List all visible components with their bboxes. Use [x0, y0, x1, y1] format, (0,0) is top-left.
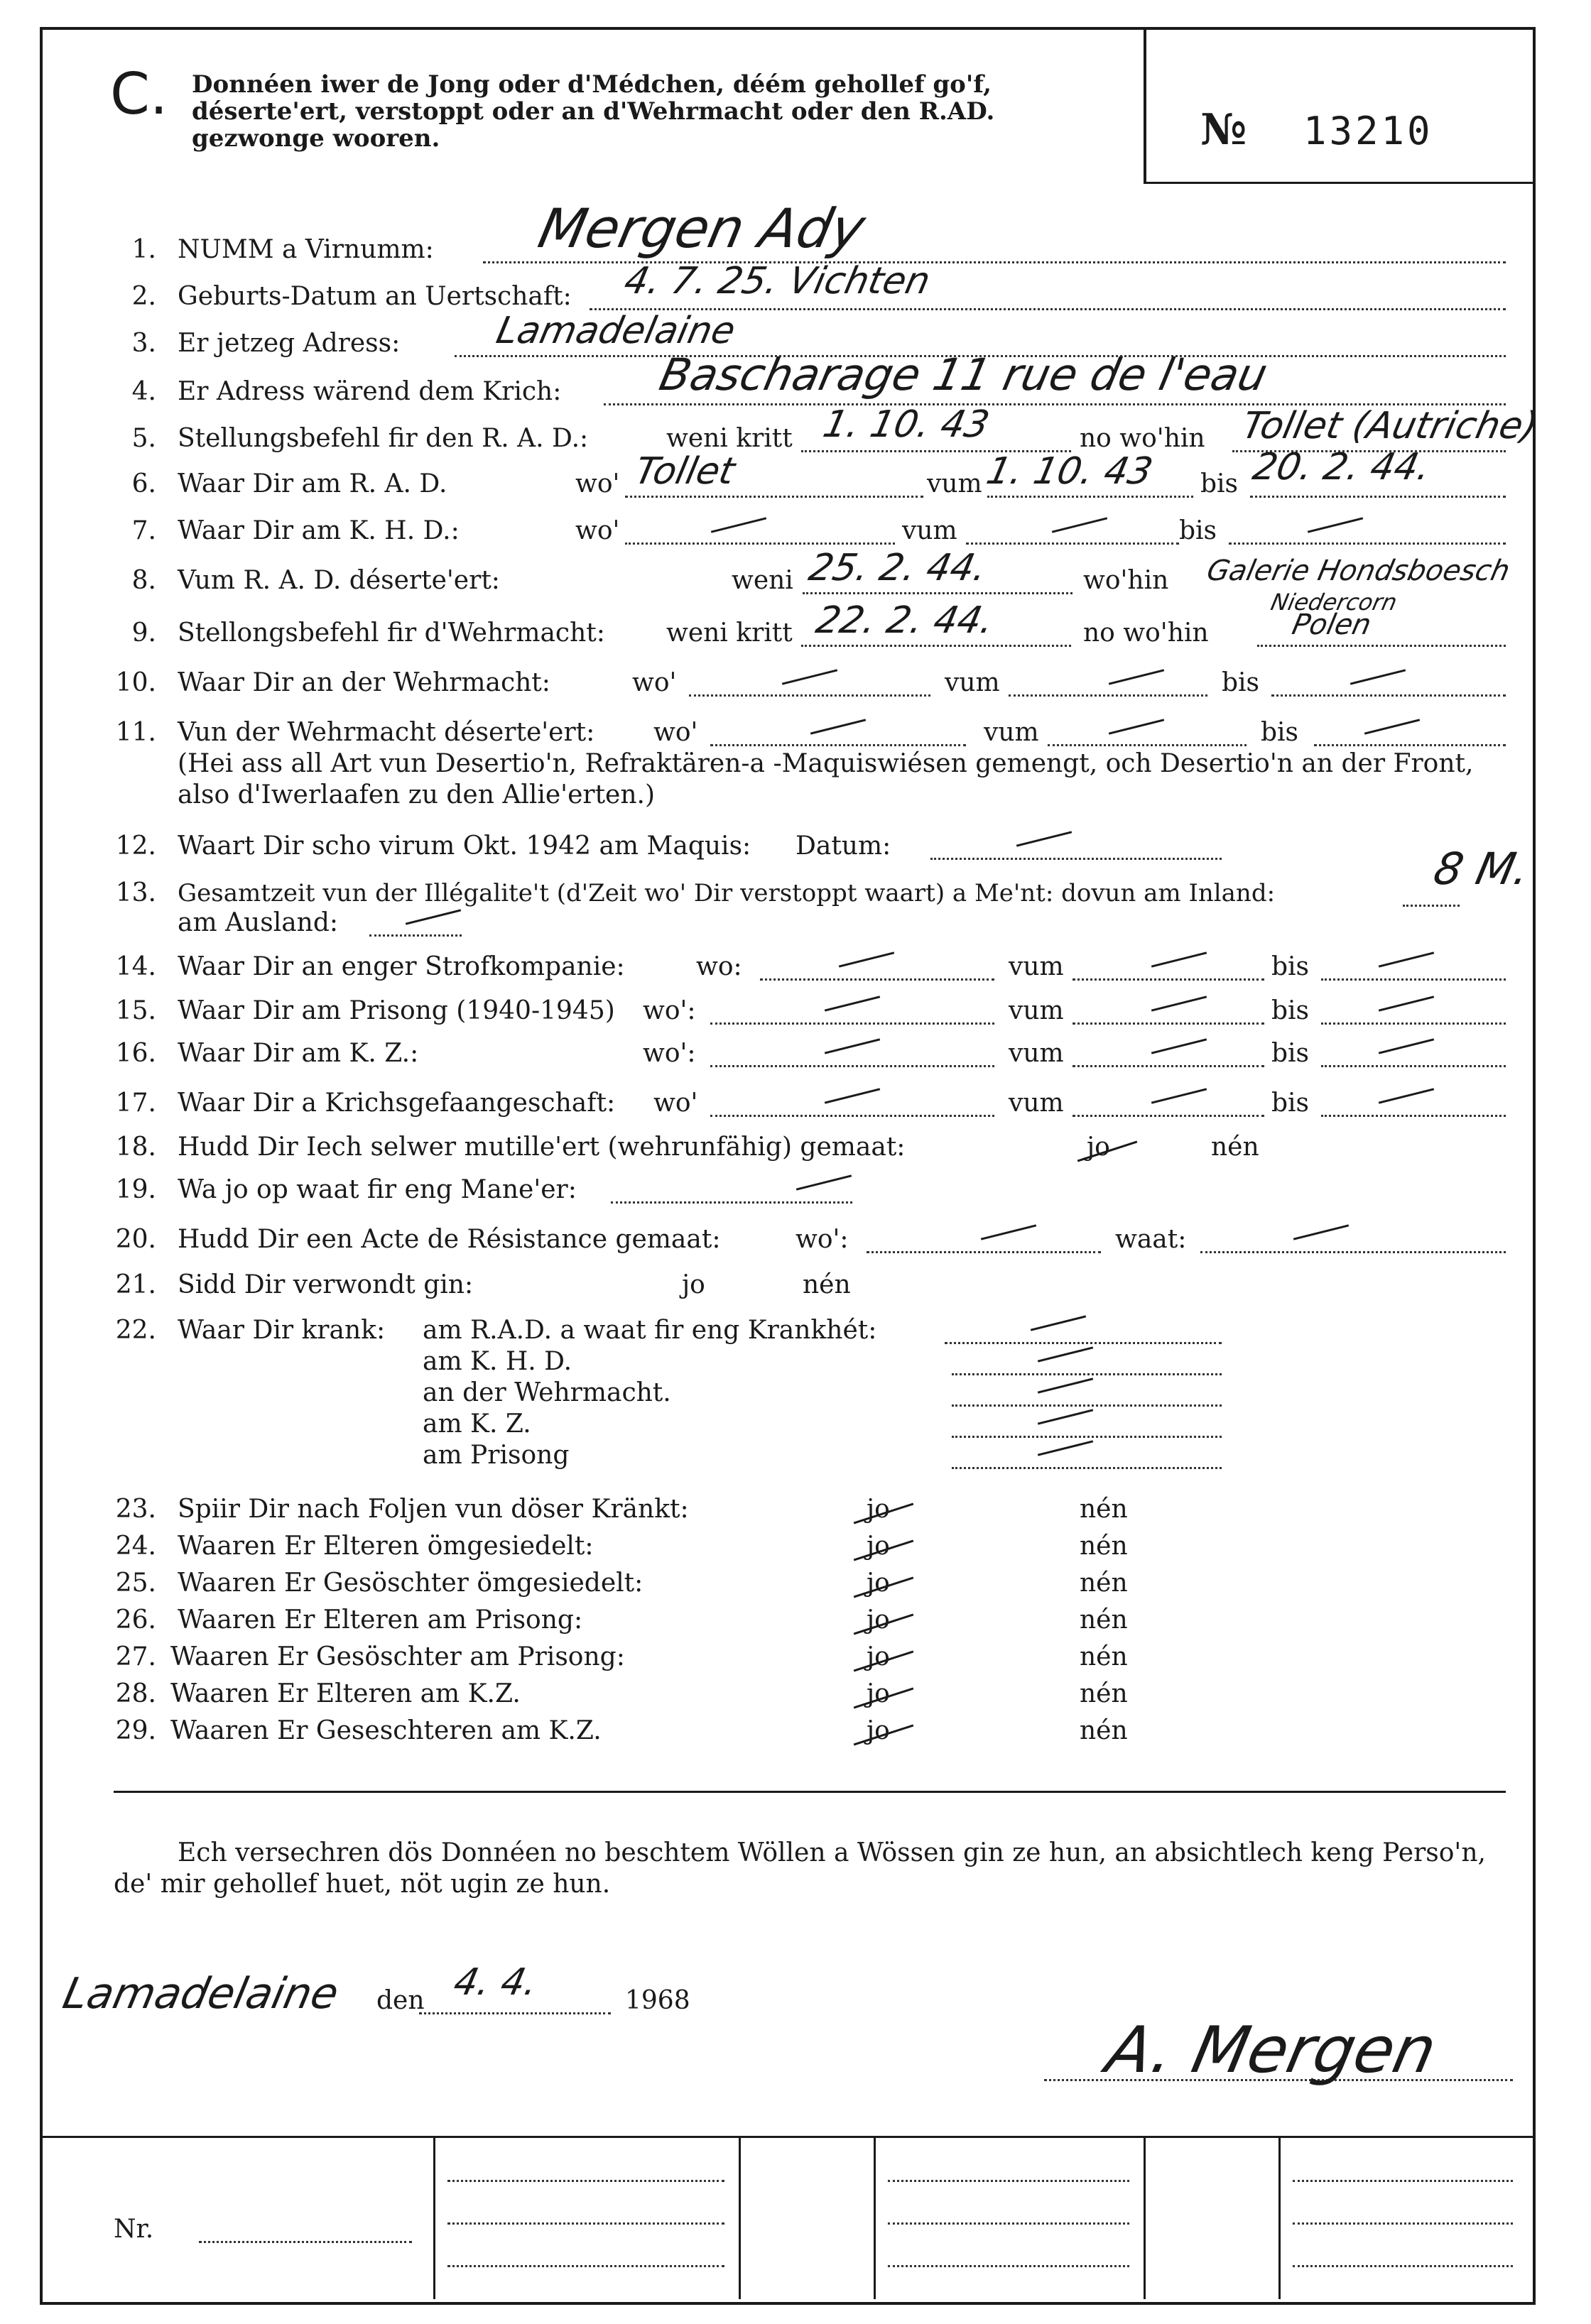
field-line: [952, 1404, 1222, 1407]
field-line: [710, 744, 966, 746]
field-line: [945, 1342, 1222, 1344]
label-wo: wo:: [696, 952, 742, 981]
label-vum: vum: [1009, 1039, 1064, 1068]
row-number: 11.: [115, 718, 156, 747]
number-sign: №: [1200, 105, 1247, 155]
option-jo: jo: [682, 1270, 705, 1299]
label-weni-kritt: weni kritt: [666, 618, 793, 648]
label-wehr-desert: Vun der Wehrmacht déserte'ert:: [178, 718, 595, 747]
label-vum: vum: [984, 718, 1039, 747]
label-gesoschter-prisong: Waaren Er Gesöschter am Prisong:: [170, 1642, 625, 1671]
value-rad-to: 20. 2. 44.: [1249, 446, 1435, 489]
footer-field-line: [888, 2180, 1129, 2182]
footer-col-divider: [874, 2136, 876, 2299]
nr-field-line: [199, 2241, 412, 2243]
field-line: [1009, 694, 1207, 697]
field-line: [1073, 1065, 1264, 1067]
label-wo: wo': [575, 469, 620, 498]
label-krank-khd: am K. H. D.: [423, 1347, 572, 1376]
label-rad-order: Stellungsbefehl fir den R. A. D.:: [178, 424, 589, 453]
option-nen: nén: [1080, 1716, 1128, 1745]
row-number: 16.: [115, 1039, 156, 1068]
row-number: 29.: [115, 1716, 156, 1745]
label-elteren-omgesiedelt: Waaren Er Elteren ömgesiedelt:: [178, 1532, 594, 1561]
value-name: Mergen Ady: [533, 197, 871, 260]
field-line: [1321, 1065, 1506, 1067]
value-desert-where: Galerie Hondsboesch: [1204, 555, 1513, 587]
row-number: 17.: [115, 1089, 156, 1118]
label-vum: vum: [1009, 996, 1064, 1025]
field-line: [1321, 1115, 1506, 1117]
field-line-date: [419, 2012, 611, 2014]
field-line: [1200, 1251, 1506, 1253]
label-no-wohin: no wo'hin: [1083, 618, 1209, 648]
row-number: 23.: [115, 1495, 156, 1524]
value-rad-from: 1. 10. 43: [982, 450, 1156, 493]
label-name: NUMM a Virnumm:: [178, 235, 434, 264]
field-line: [1073, 1115, 1264, 1117]
row-number: 28.: [115, 1679, 156, 1708]
field-line-desert-date: [803, 592, 1073, 594]
row-number: 3.: [131, 329, 156, 358]
value-date: 4. 4.: [450, 1961, 542, 2004]
label-wo: wo':: [643, 996, 696, 1025]
row-number: 4.: [131, 377, 156, 406]
field-line: [1271, 694, 1506, 697]
signature: A. Mergen: [1099, 2013, 1443, 2088]
label-krank-prisong: am Prisong: [423, 1441, 570, 1470]
label-mutille: Hudd Dir Iech selwer mutille'ert (wehrunfähig) gemaat:: [178, 1133, 906, 1162]
value-desert-date: 25. 2. 44.: [805, 547, 991, 589]
label-wo: wo':: [643, 1039, 696, 1068]
label-wo: wo': [653, 1089, 698, 1118]
field-line-rad-to: [1250, 496, 1506, 498]
option-jo: jo: [1087, 1133, 1110, 1162]
form-header-title: Donnéen iwer de Jong oder d'Médchen, déém gehollef go'f, déserte'ert, verstoppt oder an d'Wehrmacht oder den R.AD. gezwonge wooren.: [192, 70, 995, 153]
option-jo: jo: [867, 1716, 890, 1745]
footer-col-divider: [1144, 2136, 1146, 2299]
section-divider: [114, 1791, 1506, 1793]
row-number: 18.: [115, 1133, 156, 1162]
label-bis: bis: [1271, 1039, 1310, 1068]
label-rad-desert: Vum R. A. D. déserte'ert:: [178, 566, 500, 595]
option-jo: jo: [867, 1569, 890, 1598]
row-number: 1.: [131, 235, 156, 264]
value-rad-order-date: 1. 10. 43: [819, 403, 993, 446]
label-bis: bis: [1179, 516, 1217, 545]
footer-field-line: [447, 2265, 724, 2267]
option-jo: jo: [867, 1605, 890, 1635]
label-datum: Datum:: [796, 831, 891, 861]
field-line: [710, 1115, 994, 1117]
footer-field-line: [447, 2222, 724, 2225]
option-nen: nén: [803, 1270, 851, 1299]
value-address: Lamadelaine: [492, 310, 739, 352]
option-nen: nén: [1080, 1569, 1128, 1598]
field-line-wehr-order-place: [1257, 645, 1506, 647]
field-line: [1073, 978, 1264, 981]
option-jo: jo: [867, 1679, 890, 1708]
label-den: den: [376, 1986, 425, 2015]
field-line: [1229, 542, 1506, 545]
label-gesoschter-omgesiedelt: Waaren Er Gesöschter ömgesiedelt:: [178, 1569, 644, 1598]
option-nen: nén: [1211, 1133, 1259, 1162]
label-krank-wehrmacht: an der Wehrmacht.: [423, 1378, 671, 1407]
label-bis: bis: [1261, 718, 1299, 747]
label-bis: bis: [1271, 952, 1310, 981]
label-wehr-order: Stellongsbefehl fir d'Wehrmacht:: [178, 618, 605, 648]
option-nen: nén: [1080, 1605, 1128, 1635]
field-line-rad-where: [625, 496, 923, 498]
row-number: 25.: [115, 1569, 156, 1598]
footer-field-line: [447, 2180, 724, 2182]
footer-field-line: [1293, 2222, 1513, 2225]
value-rad-order-place: Tollet (Autriche): [1238, 405, 1542, 447]
row-number: 2.: [131, 282, 156, 311]
label-maquis: Waart Dir scho virum Okt. 1942 am Maquis:: [178, 831, 751, 861]
field-line: [1073, 1022, 1264, 1025]
label-ausland: am Ausland:: [178, 908, 339, 937]
field-line: [611, 1201, 852, 1204]
field-line: [760, 978, 994, 981]
field-line: [625, 542, 895, 545]
row-number: 24.: [115, 1532, 156, 1561]
field-line: [710, 1065, 994, 1067]
row-number: 15.: [115, 996, 156, 1025]
label-wo: wo': [575, 516, 620, 545]
field-line: [689, 694, 930, 697]
row-number: 21.: [115, 1270, 156, 1299]
field-line-rad-from: [987, 496, 1193, 498]
label-krank: Waar Dir krank:: [178, 1316, 386, 1345]
footer-field-line: [888, 2265, 1129, 2267]
label-vum: vum: [1009, 952, 1064, 981]
value-place: Lamadelaine: [58, 1969, 343, 2019]
field-line: [1314, 744, 1506, 746]
label-bis: bis: [1200, 469, 1239, 498]
field-line: [952, 1373, 1222, 1375]
label-prisong: Waar Dir am Prisong (1940-1945): [178, 996, 615, 1025]
label-vum: vum: [945, 668, 1000, 697]
footer-col-divider: [1278, 2136, 1281, 2299]
form-letter: C.: [110, 61, 168, 127]
nr-label: Nr.: [114, 2215, 154, 2244]
label-wehrmacht: Waar Dir an der Wehrmacht:: [178, 668, 550, 697]
field-line: [952, 1436, 1222, 1438]
label-vum: vum: [927, 469, 982, 498]
label-wo: wo':: [796, 1225, 849, 1254]
row-number: 5.: [131, 424, 156, 453]
value-wehr-order-date: 22. 2. 44.: [812, 599, 998, 642]
option-nen: nén: [1080, 1679, 1128, 1708]
label-current-address: Er jetzeg Adress:: [178, 329, 401, 358]
option-nen: nén: [1080, 1642, 1128, 1671]
label-kz: Waar Dir am K. Z.:: [178, 1039, 419, 1068]
row-number: 13.: [115, 878, 156, 907]
label-krichsgefaangeschaft: Waar Dir a Krichsgefaangeschaft:: [178, 1089, 616, 1118]
form-number: 13210: [1303, 109, 1433, 153]
label-waat: waat:: [1115, 1225, 1187, 1254]
field-line: [930, 858, 1222, 860]
row-number: 20.: [115, 1225, 156, 1254]
value-rad-where: Tollet: [631, 450, 739, 493]
row-number: 6.: [131, 469, 156, 498]
label-bis: bis: [1271, 996, 1310, 1025]
row-number: 12.: [115, 831, 156, 861]
label-resistance: Hudd Dir een Acte de Résistance gemaat:: [178, 1225, 721, 1254]
row-number: 9.: [131, 618, 156, 648]
label-vum: vum: [1009, 1089, 1064, 1118]
option-nen: nén: [1080, 1495, 1128, 1524]
label-weni: weni: [732, 566, 793, 595]
row-number: 8.: [131, 566, 156, 595]
row-number: 14.: [115, 952, 156, 981]
field-line: [710, 1022, 994, 1025]
declaration-text: Ech versechren dös Donnéen no beschtem Wöllen a Wössen gin ze hun, an absichtlech keng Perso'n, de' mir gehollef huet, nöt ugin ze hun.: [114, 1838, 1486, 1899]
row-number: 19.: [115, 1175, 156, 1204]
label-elteren-prisong: Waaren Er Elteren am Prisong:: [178, 1605, 583, 1635]
label-wohin: wo'hin: [1083, 566, 1169, 595]
row-number: 26.: [115, 1605, 156, 1635]
label-no-wohin: no wo'hin: [1080, 424, 1205, 453]
field-line-wehr-order-date: [801, 645, 1071, 647]
value-wehr-order-place: Polen: [1289, 609, 1374, 641]
field-line: [1321, 978, 1506, 981]
field-line: [867, 1251, 1101, 1253]
option-jo: jo: [867, 1532, 890, 1561]
footer-field-line: [1293, 2265, 1513, 2267]
label-geseschteren-kz: Waaren Er Geseschteren am K.Z.: [170, 1716, 602, 1745]
footer-field-line: [888, 2222, 1129, 2225]
field-line: [952, 1467, 1222, 1469]
label-illegal: Gesamtzeit vun der Illégalite't (d'Zeit wo' Dir verstoppt waart) a Me'nt: dovun am Inland:: [178, 879, 1276, 907]
row-number: 10.: [115, 668, 156, 697]
option-jo: jo: [867, 1642, 890, 1671]
row-number: 27.: [115, 1642, 156, 1671]
label-verwondt: Sidd Dir verwondt gin:: [178, 1270, 474, 1299]
value-desert-where-2: Niedercorn: [1268, 589, 1400, 616]
label-krank-kz: am K. Z.: [423, 1409, 531, 1439]
label-year: 1968: [625, 1986, 690, 2015]
value-birth: 4. 7. 25. Vichten: [620, 260, 934, 302]
label-war-address: Er Adress wärend dem Krich:: [178, 377, 562, 406]
field-line: [966, 542, 1179, 545]
field-line: [1048, 744, 1247, 746]
row11-note: (Hei ass all Art vun Desertio'n, Refraktären-a -Maquiswiésen gemengt, och Desertio'n an der Front, also d'Iwerlaafen zu den Allie'erten.): [178, 749, 1474, 809]
header-divider: [1144, 27, 1146, 183]
row-number: 7.: [131, 516, 156, 545]
footer-table-top: [40, 2136, 1533, 2138]
footer-col-divider: [739, 2136, 741, 2299]
field-line-ausland: [369, 934, 462, 937]
label-bis: bis: [1271, 1089, 1310, 1118]
label-birth: Geburts-Datum an Uertschaft:: [178, 282, 572, 311]
label-wo: wo': [653, 718, 698, 747]
field-line: [1321, 1022, 1506, 1025]
label-rad: Waar Dir am R. A. D.: [178, 469, 447, 498]
value-war-address: Bascharage 11 rue de l'eau: [655, 349, 1272, 400]
row-number: 22.: [115, 1316, 156, 1345]
footer-col-divider: [433, 2136, 435, 2299]
label-bis: bis: [1222, 668, 1260, 697]
footer-field-line: [1293, 2180, 1513, 2182]
label-foljen: Spiir Dir nach Foljen vun döser Kränkt:: [178, 1495, 689, 1524]
field-line-inland: [1403, 905, 1460, 907]
label-vum: vum: [902, 516, 957, 545]
option-jo: jo: [867, 1495, 890, 1524]
label-weni-kritt: weni kritt: [666, 424, 793, 453]
label-elteren-kz: Waaren Er Elteren am K.Z.: [170, 1679, 521, 1708]
label-krank-rad: am R.A.D. a waat fir eng Krankhét:: [423, 1316, 877, 1345]
label-wo: wo': [632, 668, 677, 697]
label-khd: Waar Dir am K. H. D.:: [178, 516, 460, 545]
option-nen: nén: [1080, 1532, 1128, 1561]
value-illegal-inland: 8 M.: [1429, 843, 1535, 895]
label-strofkompanie: Waar Dir an enger Strofkompanie:: [178, 952, 625, 981]
label-manieer: Wa jo op waat fir eng Mane'er:: [178, 1175, 577, 1204]
header-box-bottom: [1144, 182, 1533, 184]
